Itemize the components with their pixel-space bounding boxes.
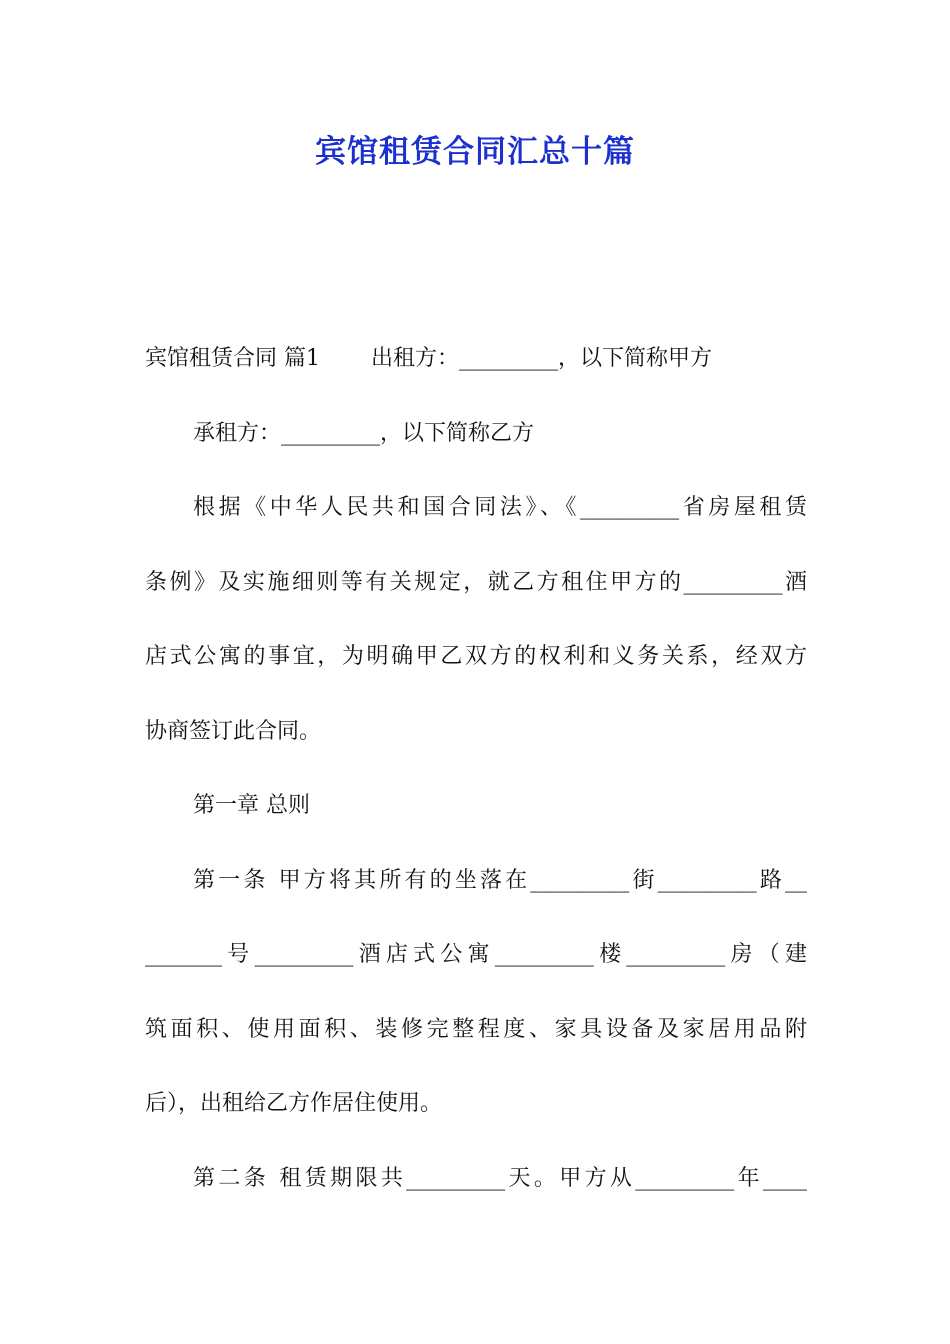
paragraph-line: 根据《中华人民共和国合同法》、《_________省房屋租赁: [193, 495, 807, 520]
document-title: 宾馆租赁合同汇总十篇: [315, 134, 635, 170]
paragraph-line: 协商签订此合同。: [145, 718, 322, 744]
paragraph-line: 第一条 甲方将其所有的坐落在_________街_________路__: [193, 867, 807, 893]
paragraph-line: _______号_________酒店式公寓_________楼_________房（建: [145, 942, 807, 967]
paragraph-line: 筑面积、使用面积、装修完整程度、家具设备及家居用品附: [145, 1016, 807, 1042]
paragraph-line: 店式公寓的事宜，为明确甲乙双方的权利和义务关系，经双方: [145, 644, 807, 669]
line-section-heading-lessor: 宾馆租赁合同 篇1 出租方：_________，以下简称甲方: [145, 346, 712, 371]
document-body: [145, 333, 807, 1227]
paragraph-line: 条例》及实施细则等有关规定，就乙方租住甲方的_________酒: [145, 569, 807, 595]
paragraph-line: 后），出租给乙方作居住使用。: [145, 1091, 443, 1116]
paragraph-line: 第二条 租赁期限共_________天。甲方从_________年____: [193, 1165, 807, 1191]
line-lessee: 承租方：_________，以下简称乙方: [193, 420, 535, 446]
chapter-heading: 第一章 总则: [193, 793, 310, 818]
